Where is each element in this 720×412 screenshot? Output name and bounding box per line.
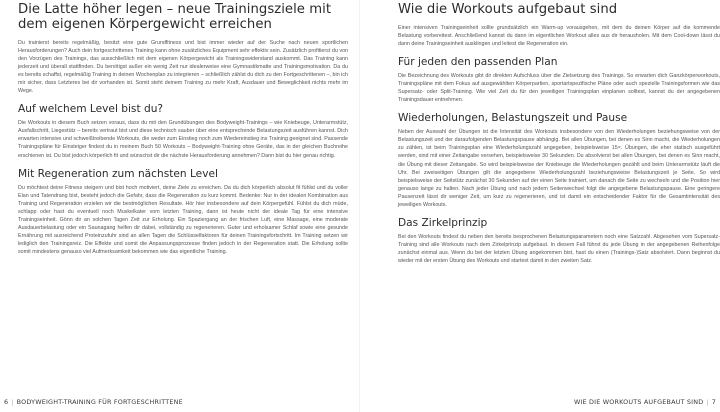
footer-separator: | <box>706 398 709 406</box>
left-column <box>18 2 348 256</box>
left-footer <box>4 398 183 406</box>
footer-separator: | <box>11 398 14 406</box>
right-intro-paragraph: Einer intensiven Trainingseinheit sollte grundsätzlich ein Warm-up vorausgehen, mit dem du deinen Körper auf die kommende Belastung vorbereitest. Anschließend kannst du dann im eigentlichen Workout alles aus dir herausholen. Mit dem Cool-down lässt du dann deine Trainingseinheit ausklingen und leitest die Regeneration ein. <box>398 25 720 48</box>
right-running-head: WIE DIE WORKOUTS AUFGEBAUT SIND <box>573 398 704 406</box>
left-page-title: Die Latte höher legen – neue Trainingsziele mit dem eigenen Körpergewicht erreichen <box>18 2 332 32</box>
section-text-repetitions: Neben der Auswahl der Übungen ist die Intensität des Workouts insbesondere von den Wiederholungen beziehungsweise von der Belastungszeit und der daraufolgenden Belastungspause abhängig. Bei allen Übungen, bei denen es Sinn macht, die Wiederholungen zu zählen, ist beim Trainingsplan eine Wiederholungszahl angegeben, beispielsweise 15×. Übungen, die eher statisch ausgeführt werden, sind mit einer Zeitangabe versehen, beispielsweise 30 Sekunden. Du absolvierst bei allen Übungen, bei denen es Sinn macht, die Übung mit dieser Zeitangabe. So wird beispielsweise der Kniebeuge die Wiederholungen gezählt und beim Unterarmstütz läuft die Uhr. Bei zweiseitigen Übungen gilt die angegebene Wiederholungszahl beziehungsweise Belastungszeit je Seite. So wird beispielsweise der Seitstütz zunächst 30 Sekunden auf der einen Seite trainiert, um danach die Seite zu wechseln und die Position hier genauso lange zu halten. Nach jeder Übung und nach jedem Seitenwechsel folgt die angegebene Belastungspause. Eine geringere Pausenzeit lässt dir weniger Zeit, um kurz zu regenerieren, und ist damit ein entscheidender Faktor für die Gesamtintensität des jeweiligen Workouts. <box>398 129 720 208</box>
left-page-number: 6 <box>4 398 9 406</box>
right-footer <box>574 398 716 406</box>
page-gutter <box>359 0 360 412</box>
section-heading-regeneration: Mit Regeneration zum nächsten Level <box>18 167 218 180</box>
section-heading-level: Auf welchem Level bist du? <box>18 103 164 116</box>
right-column <box>398 2 720 265</box>
section-text-regeneration: Du möchtest deine Fitness steigern und bist hoch motiviert, deine Ziele zu erreichen. Da du dich körperlich absolut fit fühlst und du voller Elan und Tatendrang bist, besteht jedoch die Gefahr, dass die Regeneration zu kurz kommt. Bedenke: Nur in der idealen Kombination aus Training und Regeneration erzielen wir die bestmöglichen Resultate. Hör hier insbesondere auf dein Körpergefühl. Fühlst du dich müde, schlapp oder hast du eventuell noch Muskelkater vom letzten Training, dann ist heute nicht der ideale Tag für eine intensive Trainingseinheit. Gönn dir an solchen Tagen Zeit zur Erholung. Ein Spaziergang an der frischen Luft, eine Massage, eine moderate Ausdauerbelastung oder ein Saunagang helfen dir dabei, vollständig zu regenerieren. Guter und erholsamer Schlaf sowie eine gesunde Ernährung mit ausreichend Proteinzufuhr sind an allen Tagen die Schlüsselfaktoren für deinen Trainingsfortschritt. Im Training setzen wir lediglich den Trainingsreiz. Die Effekte und somit die Anpassungsprozesse finden jedoch in der Regeneration statt. Die Erholung sollte somit mindestens genauso viel Aufmerksamkeit bekommen wie das eigentliche Training. <box>18 184 348 255</box>
right-page-title: Wie die Workouts aufgebaut sind <box>398 2 618 17</box>
section-heading-repetitions: Wiederholungen, Belastungszeit und Pause <box>398 112 628 125</box>
section-text-plan: Die Bezeichnung des Workouts gibt dir direkten Aufschluss über die Zielsetzung des Trainings. So erwarten dich Ganzkörperworkouts, Trainingspläne mit dem Fokus auf ausgewählten Körperpartien, sportartspezifische Pläne oder auch spezielle Trainingsformen wie das Supersatz- oder Split-Training. Wie viel Zeit du für den jeweiligen Trainingsplan einplanen solltest, kannst du der angegebenen Trainingsdauer entnehmen. <box>398 73 720 104</box>
left-intro-paragraph: Du trainierst bereits regelmäßig, besitzt eine gute Grundfitness und bist immer wieder auf der Suche nach neuen sportlichen Herausforderungen? Auch dein fortgeschrittenes Training kann ohne zusätzliches Equipment sehr effektiv sein. Zusätzlich profitierst du von den Vorzügen des Trainings, das ausschließlich mit dem eigenen Körpergewicht als Trainingswiderstand auskommt. Das Training kann jederzeit und überall stattfinden. Du benötigst außer ein wenig Zeit nur idealerweise eine Gymnastikmatte und Trainingsmotivation. Da du es bereits schaffst, regelmäßig Training in deinen Wochenplan zu integrieren – schließlich zählst du dich zu den Fortgeschrittenen –, bin ich mir sicher, dass Letzteres bei dir vorhanden ist. Somit steht deinem Training zu mehr Kraft, Ausdauer und Beweglichkeit nichts mehr im Wege. <box>18 40 348 95</box>
right-page-number: 7 <box>711 398 716 406</box>
left-page <box>0 0 348 412</box>
right-page <box>376 0 720 412</box>
section-text-circuit: Bei den Workouts findest du neben den bereits besprochenen Belastungsparametern noch eine Satzzahl. Abgesehen vom Supersatz-Training sind alle Workouts nach dem Zirkelprinzip aufgebaut. In diesem Fall führst du jede Übung in der angegebenen Reihenfolge zunächst einmal aus. Wenn du bei der letzten Übung angekommen bist, hast du einen (Trainings-)Satz absolviert. Dann beginnst du wieder mit der ersten Übung des Workouts und startest damit in den zweiten Satz. <box>398 233 720 264</box>
section-heading-plan: Für jeden den passenden Plan <box>398 56 558 69</box>
section-heading-circuit: Das Zirkelprinzip <box>398 216 488 229</box>
left-running-head: BODYWEIGHT-TRAINING FÜR FORTGESCHRITTENE <box>16 398 183 406</box>
section-text-level: Die Workouts in diesem Buch setzen voraus, dass du mit den Grundübungen des Bodyweight-Trainings – wie Kniebeuge, Unterarmstütz, Ausfallschritt, Liegestütz – bereits vertraut bist und diese technisch sauber über eine entsprechende Belastungszeit ausführen kannst. Dich erwarten intensive und schweißtreibende Workouts, die weder zum Einstieg noch zum Wiedereinstieg ins Training geeignet sind. Passende Trainingspläne für Einsteiger findest du in meinem Buch 50 Workouts – Bodyweight-Training ohne Geräte, das in der gleichen Buchreihe erschienen ist. Du bist jedoch körperlich fit und wünschst dir die nächste Herausforderung annehmen? Dann bist du hier genau richtig. <box>18 120 348 159</box>
